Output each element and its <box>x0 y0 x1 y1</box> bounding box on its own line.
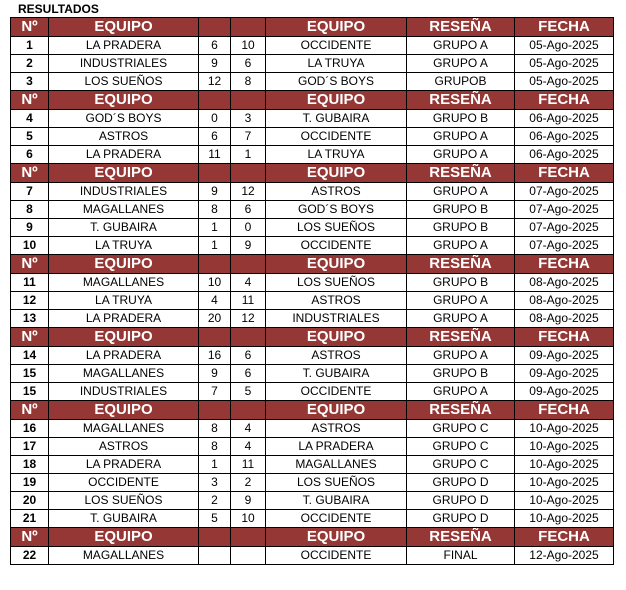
table-header-row <box>11 401 614 420</box>
away-score: 6 <box>231 347 266 365</box>
table-row <box>11 146 614 164</box>
header-score2 <box>231 18 266 37</box>
away-team: OCCIDENTE <box>266 547 407 565</box>
match-review: GRUPO A <box>407 55 515 73</box>
match-review: GRUPO C <box>407 420 515 438</box>
table-row <box>11 237 614 255</box>
match-number: 16 <box>11 420 49 438</box>
match-date: 10-Ago-2025 <box>515 420 614 438</box>
match-number: 11 <box>11 274 49 292</box>
home-team: LA PRADERA <box>49 347 199 365</box>
away-team: OCCIDENTE <box>266 237 407 255</box>
match-review: GRUPO A <box>407 183 515 201</box>
away-team: INDUSTRIALES <box>266 310 407 328</box>
home-team: LOS SUEÑOS <box>49 492 199 510</box>
table-row <box>11 73 614 91</box>
away-team: MAGALLANES <box>266 456 407 474</box>
away-team: LOS SUEÑOS <box>266 219 407 237</box>
table-row <box>11 310 614 328</box>
match-review: GRUPO D <box>407 510 515 528</box>
home-score: 0 <box>199 110 231 128</box>
match-number: 6 <box>11 146 49 164</box>
home-team: ASTROS <box>49 438 199 456</box>
away-team: LA TRUYA <box>266 146 407 164</box>
match-review: GRUPOB <box>407 73 515 91</box>
match-date: 08-Ago-2025 <box>515 292 614 310</box>
match-review: GRUPO A <box>407 347 515 365</box>
match-number: 17 <box>11 438 49 456</box>
header-num: Nº <box>11 91 49 110</box>
header-date: FECHA <box>515 255 614 274</box>
header-review: RESEÑA <box>407 401 515 420</box>
table-header-row <box>11 91 614 110</box>
header-review: RESEÑA <box>407 255 515 274</box>
match-number: 21 <box>11 510 49 528</box>
home-score: 7 <box>199 383 231 401</box>
away-score: 4 <box>231 438 266 456</box>
table-row <box>11 183 614 201</box>
table-row <box>11 438 614 456</box>
match-number: 15 <box>11 365 49 383</box>
match-number: 12 <box>11 292 49 310</box>
header-team2: EQUIPO <box>266 401 407 420</box>
away-team: OCCIDENTE <box>266 128 407 146</box>
home-score <box>199 547 231 565</box>
match-date: 07-Ago-2025 <box>515 183 614 201</box>
header-date: FECHA <box>515 18 614 37</box>
header-team2: EQUIPO <box>266 164 407 183</box>
away-score: 1 <box>231 146 266 164</box>
home-score: 11 <box>199 146 231 164</box>
match-review: GRUPO B <box>407 110 515 128</box>
match-number: 7 <box>11 183 49 201</box>
match-number: 19 <box>11 474 49 492</box>
away-team: ASTROS <box>266 292 407 310</box>
home-team: INDUSTRIALES <box>49 55 199 73</box>
table-row <box>11 420 614 438</box>
away-score: 12 <box>231 310 266 328</box>
table-row <box>11 128 614 146</box>
table-row <box>11 55 614 73</box>
match-review: GRUPO C <box>407 456 515 474</box>
away-team: ASTROS <box>266 347 407 365</box>
table-row <box>11 383 614 401</box>
match-review: GRUPO B <box>407 274 515 292</box>
match-review: GRUPO A <box>407 128 515 146</box>
match-date: 05-Ago-2025 <box>515 55 614 73</box>
match-date: 06-Ago-2025 <box>515 146 614 164</box>
header-score1 <box>199 328 231 347</box>
away-score: 9 <box>231 492 266 510</box>
away-team: T. GUBAIRA <box>266 365 407 383</box>
header-score1 <box>199 18 231 37</box>
match-review: GRUPO A <box>407 383 515 401</box>
header-team2: EQUIPO <box>266 91 407 110</box>
header-score2 <box>231 255 266 274</box>
header-team1: EQUIPO <box>49 91 199 110</box>
header-review: RESEÑA <box>407 18 515 37</box>
away-score: 11 <box>231 456 266 474</box>
table-row <box>11 456 614 474</box>
header-score1 <box>199 528 231 547</box>
match-date: 05-Ago-2025 <box>515 73 614 91</box>
away-score <box>231 547 266 565</box>
match-date: 09-Ago-2025 <box>515 383 614 401</box>
header-score2 <box>231 164 266 183</box>
away-score: 7 <box>231 128 266 146</box>
match-review: GRUPO B <box>407 219 515 237</box>
match-number: 5 <box>11 128 49 146</box>
table-row <box>11 219 614 237</box>
home-score: 9 <box>199 55 231 73</box>
header-date: FECHA <box>515 164 614 183</box>
header-team1: EQUIPO <box>49 328 199 347</box>
match-review: GRUPO B <box>407 201 515 219</box>
match-number: 14 <box>11 347 49 365</box>
header-review: RESEÑA <box>407 328 515 347</box>
away-team: GOD´S BOYS <box>266 201 407 219</box>
home-score: 20 <box>199 310 231 328</box>
header-date: FECHA <box>515 528 614 547</box>
away-score: 6 <box>231 55 266 73</box>
away-team: OCCIDENTE <box>266 383 407 401</box>
home-team: MAGALLANES <box>49 547 199 565</box>
header-review: RESEÑA <box>407 164 515 183</box>
match-date: 10-Ago-2025 <box>515 510 614 528</box>
home-team: T. GUBAIRA <box>49 510 199 528</box>
away-score: 4 <box>231 274 266 292</box>
home-score: 6 <box>199 128 231 146</box>
match-number: 10 <box>11 237 49 255</box>
home-team: OCCIDENTE <box>49 474 199 492</box>
away-team: GOD´S BOYS <box>266 73 407 91</box>
header-score1 <box>199 164 231 183</box>
match-date: 10-Ago-2025 <box>515 474 614 492</box>
home-score: 1 <box>199 219 231 237</box>
home-score: 12 <box>199 73 231 91</box>
home-score: 2 <box>199 492 231 510</box>
home-team: LA TRUYA <box>49 292 199 310</box>
away-team: ASTROS <box>266 420 407 438</box>
match-number: 8 <box>11 201 49 219</box>
home-score: 3 <box>199 474 231 492</box>
home-score: 9 <box>199 365 231 383</box>
home-team: MAGALLANES <box>49 420 199 438</box>
header-score2 <box>231 328 266 347</box>
away-score: 2 <box>231 474 266 492</box>
away-team: LA TRUYA <box>266 55 407 73</box>
home-score: 9 <box>199 183 231 201</box>
header-date: FECHA <box>515 91 614 110</box>
home-team: T. GUBAIRA <box>49 219 199 237</box>
home-score: 8 <box>199 420 231 438</box>
away-score: 5 <box>231 383 266 401</box>
match-number: 3 <box>11 73 49 91</box>
table-header-row <box>11 18 614 37</box>
header-score2 <box>231 91 266 110</box>
header-review: RESEÑA <box>407 91 515 110</box>
table-row <box>11 347 614 365</box>
header-team2: EQUIPO <box>266 255 407 274</box>
away-team: LOS SUEÑOS <box>266 474 407 492</box>
away-score: 11 <box>231 292 266 310</box>
table-header-row <box>11 164 614 183</box>
header-score2 <box>231 528 266 547</box>
home-score: 1 <box>199 237 231 255</box>
header-num: Nº <box>11 401 49 420</box>
table-row <box>11 547 614 565</box>
away-team: ASTROS <box>266 183 407 201</box>
match-review: GRUPO A <box>407 146 515 164</box>
home-team: LA PRADERA <box>49 37 199 55</box>
home-score: 6 <box>199 37 231 55</box>
header-num: Nº <box>11 328 49 347</box>
match-review: GRUPO D <box>407 474 515 492</box>
home-team: MAGALLANES <box>49 365 199 383</box>
header-num: Nº <box>11 528 49 547</box>
match-number: 20 <box>11 492 49 510</box>
match-date: 10-Ago-2025 <box>515 492 614 510</box>
match-review: GRUPO A <box>407 310 515 328</box>
away-team: T. GUBAIRA <box>266 110 407 128</box>
header-review: RESEÑA <box>407 528 515 547</box>
header-score1 <box>199 401 231 420</box>
home-team: INDUSTRIALES <box>49 383 199 401</box>
match-review: GRUPO A <box>407 292 515 310</box>
header-num: Nº <box>11 164 49 183</box>
home-team: MAGALLANES <box>49 201 199 219</box>
table-row <box>11 37 614 55</box>
header-team2: EQUIPO <box>266 328 407 347</box>
match-date: 10-Ago-2025 <box>515 456 614 474</box>
header-team1: EQUIPO <box>49 401 199 420</box>
header-score1 <box>199 255 231 274</box>
away-score: 6 <box>231 201 266 219</box>
match-review: GRUPO A <box>407 37 515 55</box>
match-review: GRUPO B <box>407 365 515 383</box>
away-score: 8 <box>231 73 266 91</box>
home-team: LA PRADERA <box>49 146 199 164</box>
away-team: LOS SUEÑOS <box>266 274 407 292</box>
match-number: 2 <box>11 55 49 73</box>
table-row <box>11 510 614 528</box>
header-team2: EQUIPO <box>266 18 407 37</box>
table-row <box>11 110 614 128</box>
home-score: 4 <box>199 292 231 310</box>
header-score1 <box>199 91 231 110</box>
header-team2: EQUIPO <box>266 528 407 547</box>
table-row <box>11 365 614 383</box>
away-team: T. GUBAIRA <box>266 492 407 510</box>
match-number: 1 <box>11 37 49 55</box>
header-score2 <box>231 401 266 420</box>
away-team: OCCIDENTE <box>266 37 407 55</box>
match-date: 05-Ago-2025 <box>515 37 614 55</box>
home-score: 16 <box>199 347 231 365</box>
header-date: FECHA <box>515 328 614 347</box>
home-team: MAGALLANES <box>49 274 199 292</box>
table-row <box>11 274 614 292</box>
home-score: 8 <box>199 438 231 456</box>
away-score: 0 <box>231 219 266 237</box>
match-review: GRUPO D <box>407 492 515 510</box>
match-date: 07-Ago-2025 <box>515 237 614 255</box>
match-number: 9 <box>11 219 49 237</box>
match-date: 07-Ago-2025 <box>515 219 614 237</box>
away-score: 12 <box>231 183 266 201</box>
home-score: 8 <box>199 201 231 219</box>
header-team1: EQUIPO <box>49 255 199 274</box>
header-team1: EQUIPO <box>49 18 199 37</box>
away-score: 3 <box>231 110 266 128</box>
match-date: 06-Ago-2025 <box>515 110 614 128</box>
table-row <box>11 474 614 492</box>
home-score: 5 <box>199 510 231 528</box>
table-row <box>11 492 614 510</box>
away-score: 10 <box>231 510 266 528</box>
home-score: 10 <box>199 274 231 292</box>
header-num: Nº <box>11 255 49 274</box>
away-team: OCCIDENTE <box>266 510 407 528</box>
home-team: LA TRUYA <box>49 237 199 255</box>
away-score: 10 <box>231 37 266 55</box>
match-review: GRUPO A <box>407 237 515 255</box>
table-header-row <box>11 528 614 547</box>
match-date: 10-Ago-2025 <box>515 438 614 456</box>
header-num: Nº <box>11 18 49 37</box>
home-team: GOD´S BOYS <box>49 110 199 128</box>
home-score: 1 <box>199 456 231 474</box>
home-team: LOS SUEÑOS <box>49 73 199 91</box>
table-header-row <box>11 255 614 274</box>
table-row <box>11 201 614 219</box>
match-number: 22 <box>11 547 49 565</box>
page-title: RESULTADOS <box>18 2 99 16</box>
home-team: ASTROS <box>49 128 199 146</box>
results-table-body <box>11 18 614 565</box>
match-number: 18 <box>11 456 49 474</box>
away-score: 4 <box>231 420 266 438</box>
home-team: INDUSTRIALES <box>49 183 199 201</box>
table-header-row <box>11 328 614 347</box>
header-team1: EQUIPO <box>49 528 199 547</box>
match-review: FINAL <box>407 547 515 565</box>
results-table <box>10 17 614 565</box>
home-team: LA PRADERA <box>49 310 199 328</box>
match-date: 09-Ago-2025 <box>515 347 614 365</box>
away-team: LA PRADERA <box>266 438 407 456</box>
match-number: 13 <box>11 310 49 328</box>
match-date: 09-Ago-2025 <box>515 365 614 383</box>
match-date: 08-Ago-2025 <box>515 274 614 292</box>
away-score: 9 <box>231 237 266 255</box>
header-team1: EQUIPO <box>49 164 199 183</box>
header-date: FECHA <box>515 401 614 420</box>
match-date: 07-Ago-2025 <box>515 201 614 219</box>
match-review: GRUPO C <box>407 438 515 456</box>
table-row <box>11 292 614 310</box>
match-date: 12-Ago-2025 <box>515 547 614 565</box>
match-date: 08-Ago-2025 <box>515 310 614 328</box>
home-team: LA PRADERA <box>49 456 199 474</box>
match-date: 06-Ago-2025 <box>515 128 614 146</box>
match-number: 15 <box>11 383 49 401</box>
match-number: 4 <box>11 110 49 128</box>
away-score: 6 <box>231 365 266 383</box>
